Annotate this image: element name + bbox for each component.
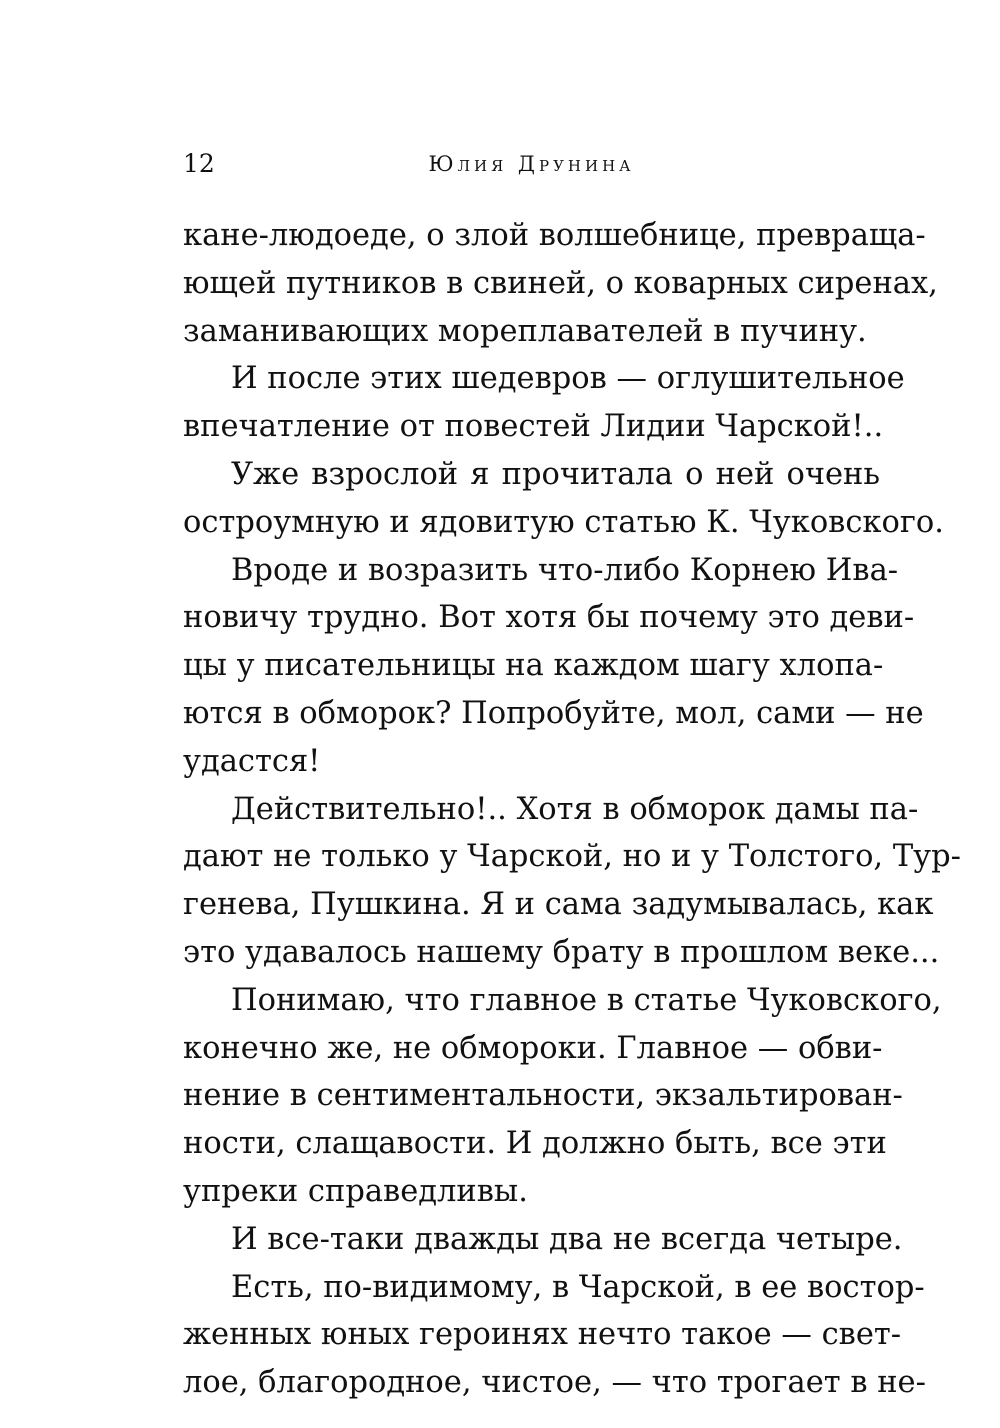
text-line: И все-таки дважды два не всегда четыре. <box>231 1221 903 1257</box>
text-line: ющей путников в свиней, о коварных сиренах, <box>183 265 938 301</box>
text-line: заманивающих мореплавателей в пучину. <box>183 313 867 349</box>
text-line: Есть, по-видимому, в Чарской, в ее востор- <box>231 1269 925 1305</box>
text-line: ются в обморок? Попробуйте, мол, сами — не <box>183 695 924 731</box>
running-head <box>183 148 880 184</box>
text-line: ности, слащавости. И должно быть, все эти <box>183 1126 887 1162</box>
running-title: Юлия Друнина <box>428 152 635 176</box>
text-line: конечно же, не обмороки. Главное — обви- <box>183 1030 883 1066</box>
text-line: упреки справедливы. <box>183 1173 528 1209</box>
text-line: женных юных героинях нечто такое — свет- <box>183 1317 902 1353</box>
text-line: цы у писательницы на каждом шагу хлопа- <box>183 648 884 684</box>
text-line: впечатление от повестей Лидии Чарской!.. <box>183 409 884 445</box>
text-line: это удавалось нашему брату в прошлом веке... <box>183 934 940 970</box>
text-line: нение в сентиментальности, экзальтирован- <box>183 1078 903 1114</box>
text-line: Действительно!.. Хотя в обморок дамы па- <box>231 791 919 827</box>
text-line: лое, благородное, чистое, — что трогает в не- <box>183 1365 926 1401</box>
text-line: И после этих шедевров — оглушительное <box>231 361 905 397</box>
text-line: Уже взрослой я прочитала о ней очень <box>231 456 880 492</box>
text-line: удастся! <box>183 743 321 779</box>
text-line: Понимаю, что главное в статье Чуковского, <box>231 982 942 1018</box>
text-line: генева, Пушкина. Я и сама задумывалась, как <box>183 887 934 923</box>
text-line: остроумную и ядовитую статью К. Чуковского. <box>183 504 944 540</box>
page-number: 12 <box>183 149 215 178</box>
text-line: дают не только у Чарской, но и у Толстого, Тур- <box>183 839 961 875</box>
text-line: новичу трудно. Вот хотя бы почему это деви- <box>183 600 915 636</box>
text-line: кане-людоеде, о злой волшебнице, превраща- <box>183 218 926 253</box>
text-line: Вроде и возразить что-либо Корнею Ива- <box>231 552 899 588</box>
body-text <box>183 212 961 1407</box>
